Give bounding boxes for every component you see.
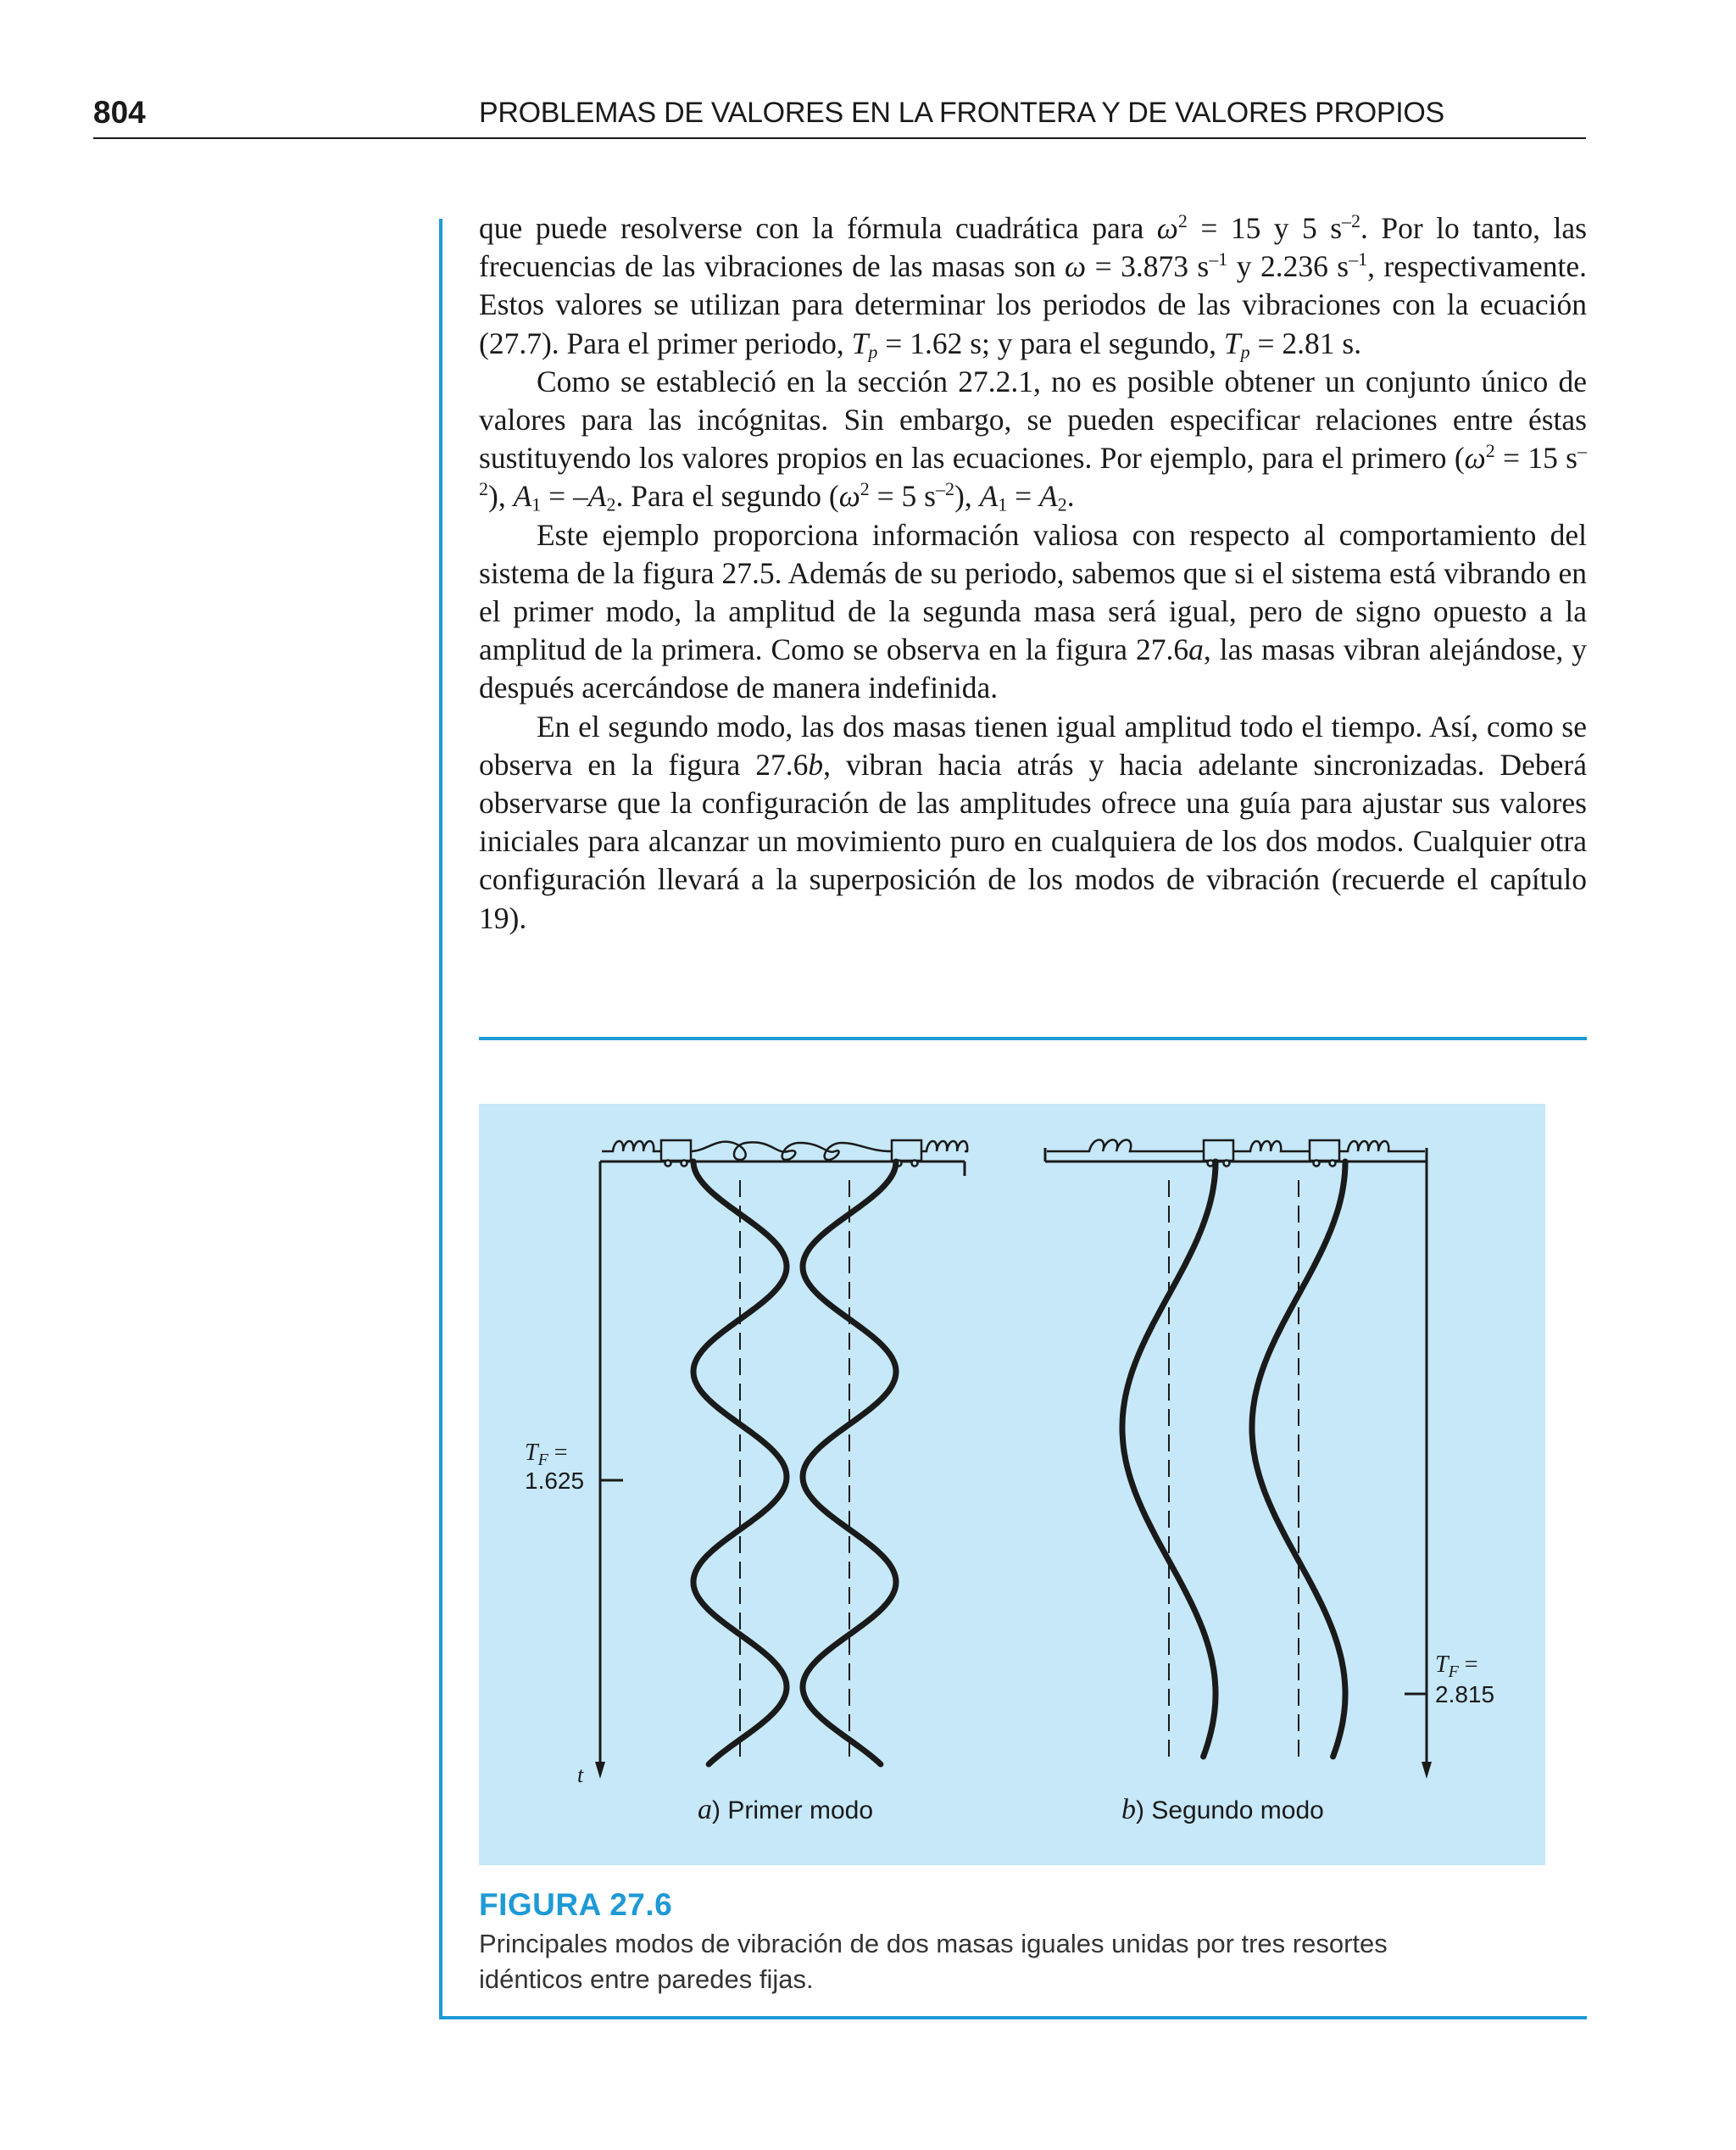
paragraph-2: Como se estableció en la sección 27.2.1, no es posible obtener un conjunto único de valores para las incógnitas. Sin embargo, se pueden especificar relaciones entre éstas sustituyendo los valores propios en las ecuaciones. Por ejemplo, para el primero ($\omega^2 = 15$ $s^{-2}$), $A_1 = -A_2$. Para el segundo ($\omega^2 = 5$ $s^{-2}$), $A_1 = A_2$. bbox=[479, 364, 1587, 515]
figure-bottom-rule bbox=[439, 2016, 1587, 2019]
panel-b-springs bbox=[1047, 1140, 1425, 1152]
panel-a-mass-2-block bbox=[892, 1140, 921, 1161]
panel-b-tf-symbol: $T_F$ = bbox=[1435, 1651, 1478, 1681]
panel-b-mass-2-wheel-right bbox=[1330, 1161, 1336, 1167]
panel-b-mass-2-wheel-left bbox=[1314, 1161, 1320, 1167]
panel-a-mass-2-wheel-right bbox=[912, 1161, 918, 1167]
side-accent-bar bbox=[439, 219, 442, 2019]
panel-b-tf-value: 2.815 bbox=[1435, 1681, 1495, 1707]
panel-a-mass-1-wheel-left bbox=[665, 1161, 671, 1167]
figure-caption: Principales modos de vibración de dos masas iguales unidas por tres resortes idénticos entre paredes fijas. bbox=[479, 1929, 1388, 1994]
panel-b-left-spring bbox=[1047, 1140, 1204, 1152]
vibration-modes-diagram bbox=[479, 1104, 1545, 1865]
body-text bbox=[479, 209, 1587, 938]
figure-27-6 bbox=[479, 1104, 1545, 1865]
header-rule bbox=[93, 137, 1586, 139]
panel-b-mass-1-wheel-right bbox=[1224, 1161, 1230, 1167]
running-head: PROBLEMAS DE VALORES EN LA FRONTERA Y DE VALORES PROPIOS bbox=[479, 97, 1444, 129]
figure-top-rule bbox=[479, 1037, 1587, 1040]
paragraph-1: que puede resolverse con la fórmula cuadrática para $\omega^2 = 15$ y 5 $s^{-2}$. Por lo tanto, las frecuencias de las vibraciones de las masas son ω = 3.873 $s^{-1}$ y 2.236 $s^{-1}$, respectivamente. Estos valores se utilizan para determinar los periodos de las vibraciones con la ecuación (27.7). Para el primer periodo, $T_p = 1.62$ s; y para el segundo, $T_p = 2.81$ s. bbox=[479, 209, 1587, 363]
panel-a-tf-symbol: $T_F$ = bbox=[525, 1440, 568, 1469]
panel-a-left-spring bbox=[602, 1141, 661, 1151]
panel-b-second-mode bbox=[1045, 1140, 1494, 1826]
panel-a-tf-value: 1.625 bbox=[525, 1468, 585, 1494]
panel-a-mass-1-block bbox=[661, 1140, 691, 1161]
panel-a-frame bbox=[600, 1161, 965, 1176]
panel-a-time-arrow bbox=[595, 1762, 605, 1779]
panel-a-right-spring bbox=[921, 1141, 967, 1151]
panel-a-first-mode bbox=[525, 1140, 967, 1825]
panel-b-right-spring bbox=[1339, 1141, 1425, 1151]
panel-a-label: a) Primer modo bbox=[698, 1794, 874, 1825]
panel-b-middle-spring bbox=[1233, 1141, 1310, 1151]
time-axis-label: t bbox=[577, 1763, 584, 1787]
panel-b-mass-2-block bbox=[1310, 1140, 1339, 1161]
paragraph-4: En el segundo modo, las dos masas tienen igual amplitud todo el tiempo. Así, como se observa en la figura 27.6b, vibran hacia atrás y hacia adelante sincronizadas. Deberá observarse que la configuración de las amplitudes ofrece una guía para ajustar sus valores iniciales para alcanzar un movimiento puro en cualquiera de los dos modos. Cualquier otra configuración llevará a la superposición de los modos de vibración (recuerde el capítulo 19). bbox=[479, 709, 1587, 935]
paragraph-3: Este ejemplo proporciona información valiosa con respecto al comportamiento del sistema de la figura 27.5. Además de su periodo, sabemos que si el sistema está vibrando en el primer modo, la amplitud de la segunda masa será igual, pero de signo opuesto a la amplitud de la primera. Como se observa en la figura 27.6a, las masas vibran alejándose, y después acercándose de manera indefinida. bbox=[479, 517, 1587, 705]
page-number: 804 bbox=[93, 95, 146, 130]
panel-a-mass-1-wheel-right bbox=[682, 1161, 687, 1167]
panel-b-label: b) Segundo modo bbox=[1121, 1794, 1324, 1825]
panel-b-mass-1-block bbox=[1204, 1140, 1233, 1161]
panel-b-time-arrow bbox=[1422, 1762, 1432, 1779]
figure-title: FIGURA 27.6 bbox=[479, 1887, 673, 1922]
panel-a-middle-spring bbox=[691, 1142, 892, 1160]
